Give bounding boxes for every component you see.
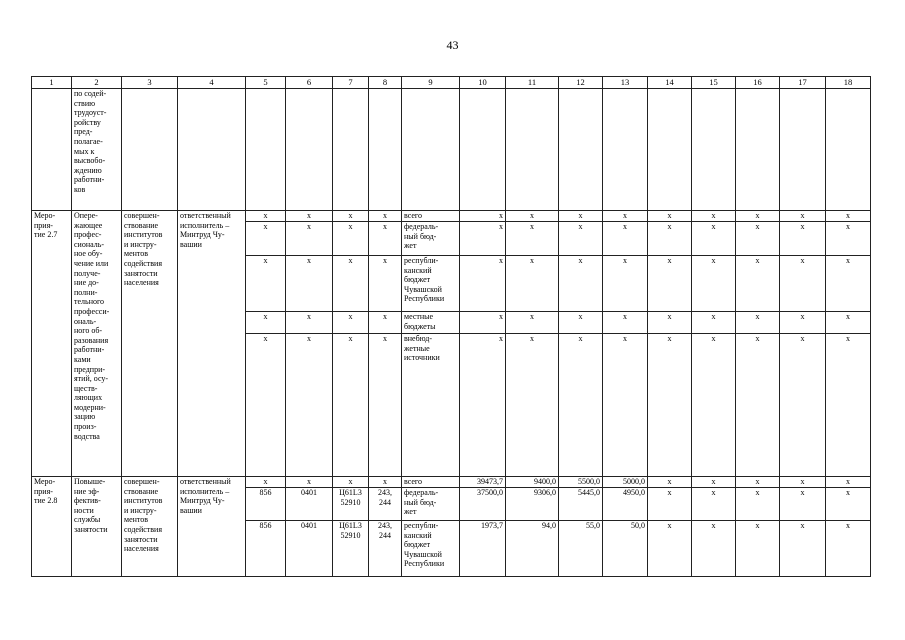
value-cell-17: x bbox=[780, 477, 826, 488]
value-cell-10: x bbox=[460, 256, 506, 312]
value-cell-14: x bbox=[648, 222, 692, 256]
column-number-8: 8 bbox=[369, 77, 402, 89]
value-cell-8: x bbox=[369, 312, 402, 334]
value-cell-12: x bbox=[559, 334, 603, 477]
column-number-18: 18 bbox=[826, 77, 871, 89]
measure-executor: ответственный исполнитель – Минтруд Чу- вашии bbox=[178, 211, 246, 477]
column-number-5: 5 bbox=[246, 77, 286, 89]
value-cell-8: x bbox=[369, 334, 402, 477]
value-cell-15: x bbox=[692, 334, 736, 477]
value-cell-5: x bbox=[246, 222, 286, 256]
column-number-17: 17 bbox=[780, 77, 826, 89]
value-cell-7: x bbox=[333, 477, 369, 488]
value-cell-13: x bbox=[603, 222, 648, 256]
value-cell-13: 5000,0 bbox=[603, 477, 648, 488]
funding-source: всего bbox=[402, 211, 460, 222]
value-cell-14: x bbox=[648, 521, 692, 577]
page-number: 43 bbox=[446, 38, 459, 52]
value-cell-15: x bbox=[692, 488, 736, 521]
value-cell-16: x bbox=[736, 211, 780, 222]
value-cell-16: x bbox=[736, 477, 780, 488]
value-cell-14: x bbox=[648, 477, 692, 488]
value-cell-11: x bbox=[506, 334, 559, 477]
value-cell-8: x bbox=[369, 211, 402, 222]
value-cell-6: x bbox=[286, 222, 333, 256]
value-cell-11: 9400,0 bbox=[506, 477, 559, 488]
value-cell-10: x bbox=[460, 312, 506, 334]
value-cell-16: x bbox=[736, 312, 780, 334]
value-cell-10: 37500,0 bbox=[460, 488, 506, 521]
value-cell-12: x bbox=[559, 256, 603, 312]
continuation-label-cell bbox=[32, 89, 72, 211]
column-number-2: 2 bbox=[72, 77, 122, 89]
value-cell-18: x bbox=[826, 521, 871, 577]
value-cell-8: 243, 244 bbox=[369, 521, 402, 577]
value-cell-10: x bbox=[460, 334, 506, 477]
value-cell-11: x bbox=[506, 211, 559, 222]
measure-goal: совершен- ствование институтов и инстру- ментов содействия занятости населения bbox=[122, 211, 178, 477]
funding-source: федераль- ный бюд- жет bbox=[402, 488, 460, 521]
value-cell-7: x bbox=[333, 334, 369, 477]
value-cell-7: Ц61L3 52910 bbox=[333, 488, 369, 521]
value-cell-15: x bbox=[692, 211, 736, 222]
value-cell-6: 0401 bbox=[286, 488, 333, 521]
value-cell-7: Ц61L3 52910 bbox=[333, 521, 369, 577]
value-cell-11: x bbox=[506, 256, 559, 312]
value-cell-17: x bbox=[780, 222, 826, 256]
column-number-1: 1 bbox=[32, 77, 72, 89]
column-number-row bbox=[32, 77, 871, 89]
value-cell-13: 4950,0 bbox=[603, 488, 648, 521]
value-cell-6: x bbox=[286, 334, 333, 477]
value-cell-14: x bbox=[648, 211, 692, 222]
value-cell-10: x bbox=[460, 211, 506, 222]
value-cell-15: x bbox=[692, 312, 736, 334]
value-cell-18: x bbox=[826, 312, 871, 334]
value-cell-16: x bbox=[736, 256, 780, 312]
column-number-12: 12 bbox=[559, 77, 603, 89]
budget-table bbox=[31, 76, 871, 577]
measure-goal: совершен- ствование институтов и инстру- ментов содействия занятости населения bbox=[122, 477, 178, 577]
value-cell-6: x bbox=[286, 211, 333, 222]
continuation-description: по содей- ствию трудоуст- ройству пред- полагае- мых к высвобо- ждению работни- ков bbox=[72, 89, 122, 211]
value-cell-6: x bbox=[286, 256, 333, 312]
value-cell-12: x bbox=[559, 211, 603, 222]
value-cell-11: x bbox=[506, 312, 559, 334]
value-cell-11: x bbox=[506, 222, 559, 256]
value-cell-5: 856 bbox=[246, 521, 286, 577]
funding-source: федераль- ный бюд- жет bbox=[402, 222, 460, 256]
column-number-15: 15 bbox=[692, 77, 736, 89]
value-cell-17: x bbox=[780, 256, 826, 312]
column-number-4: 4 bbox=[178, 77, 246, 89]
table-row bbox=[32, 211, 871, 222]
value-cell-18: x bbox=[826, 334, 871, 477]
value-cell-15: x bbox=[692, 256, 736, 312]
value-cell-17: x bbox=[780, 521, 826, 577]
value-cell-16: x bbox=[736, 222, 780, 256]
value-cell-16: x bbox=[736, 488, 780, 521]
column-number-9: 9 bbox=[402, 77, 460, 89]
value-cell-16: x bbox=[736, 521, 780, 577]
value-cell-10: x bbox=[460, 222, 506, 256]
value-cell-5: x bbox=[246, 211, 286, 222]
value-cell-13: 50,0 bbox=[603, 521, 648, 577]
value-cell-5: x bbox=[246, 256, 286, 312]
value-cell-13: x bbox=[603, 256, 648, 312]
column-number-10: 10 bbox=[460, 77, 506, 89]
value-cell-17: x bbox=[780, 312, 826, 334]
value-cell-13: x bbox=[603, 334, 648, 477]
value-cell-8: x bbox=[369, 477, 402, 488]
measure-name: Повыше- ние эф- фектив- ности службы занятости bbox=[72, 477, 122, 577]
value-cell-18: x bbox=[826, 211, 871, 222]
value-cell-17: x bbox=[780, 488, 826, 521]
value-cell-11: 9306,0 bbox=[506, 488, 559, 521]
value-cell-15: x bbox=[692, 477, 736, 488]
measure-executor: ответственный исполнитель – Минтруд Чу- вашии bbox=[178, 477, 246, 577]
value-cell-13: x bbox=[603, 312, 648, 334]
value-cell-8: x bbox=[369, 222, 402, 256]
value-cell-13: x bbox=[603, 211, 648, 222]
column-number-13: 13 bbox=[603, 77, 648, 89]
funding-source: всего bbox=[402, 477, 460, 488]
value-cell-6: x bbox=[286, 477, 333, 488]
value-cell-7: x bbox=[333, 222, 369, 256]
value-cell-11: 94,0 bbox=[506, 521, 559, 577]
continuation-row bbox=[32, 89, 871, 211]
value-cell-12: x bbox=[559, 222, 603, 256]
column-number-3: 3 bbox=[122, 77, 178, 89]
value-cell-12: 55,0 bbox=[559, 521, 603, 577]
measure-name: Опере- жающее профес- сиональ- ное обу- чение или получе- ние до- полни- тельного професси- ональ- ного об- разования работни- ками предпри- ятий, осу- ществ- ляющих модерни- зацию произ- водства bbox=[72, 211, 122, 477]
measure-label: Меро- прия- тие 2.7 bbox=[32, 211, 72, 477]
value-cell-14: x bbox=[648, 256, 692, 312]
value-cell-5: x bbox=[246, 477, 286, 488]
column-number-16: 16 bbox=[736, 77, 780, 89]
value-cell-7: x bbox=[333, 211, 369, 222]
value-cell-6: x bbox=[286, 312, 333, 334]
funding-source: республи- канский бюджет Чувашской Республики bbox=[402, 521, 460, 577]
value-cell-18: x bbox=[826, 488, 871, 521]
value-cell-10: 1973,7 bbox=[460, 521, 506, 577]
value-cell-17: x bbox=[780, 334, 826, 477]
value-cell-5: x bbox=[246, 334, 286, 477]
value-cell-15: x bbox=[692, 222, 736, 256]
value-cell-8: x bbox=[369, 256, 402, 312]
value-cell-6: 0401 bbox=[286, 521, 333, 577]
value-cell-18: x bbox=[826, 256, 871, 312]
value-cell-15: x bbox=[692, 521, 736, 577]
value-cell-14: x bbox=[648, 312, 692, 334]
value-cell-18: x bbox=[826, 222, 871, 256]
value-cell-7: x bbox=[333, 312, 369, 334]
value-cell-7: x bbox=[333, 256, 369, 312]
column-number-14: 14 bbox=[648, 77, 692, 89]
value-cell-12: x bbox=[559, 312, 603, 334]
value-cell-8: 243, 244 bbox=[369, 488, 402, 521]
measure-label: Меро- прия- тие 2.8 bbox=[32, 477, 72, 577]
table-row bbox=[32, 477, 871, 488]
value-cell-12: 5500,0 bbox=[559, 477, 603, 488]
value-cell-18: x bbox=[826, 477, 871, 488]
column-number-6: 6 bbox=[286, 77, 333, 89]
column-number-11: 11 bbox=[506, 77, 559, 89]
funding-source: местные бюджеты bbox=[402, 312, 460, 334]
value-cell-12: 5445,0 bbox=[559, 488, 603, 521]
value-cell-17: x bbox=[780, 211, 826, 222]
funding-source: внебюд- жетные источники bbox=[402, 334, 460, 477]
value-cell-14: x bbox=[648, 488, 692, 521]
value-cell-5: 856 bbox=[246, 488, 286, 521]
value-cell-5: x bbox=[246, 312, 286, 334]
column-number-7: 7 bbox=[333, 77, 369, 89]
value-cell-16: x bbox=[736, 334, 780, 477]
value-cell-10: 39473,7 bbox=[460, 477, 506, 488]
value-cell-14: x bbox=[648, 334, 692, 477]
funding-source: республи- канский бюджет Чувашской Республики bbox=[402, 256, 460, 312]
